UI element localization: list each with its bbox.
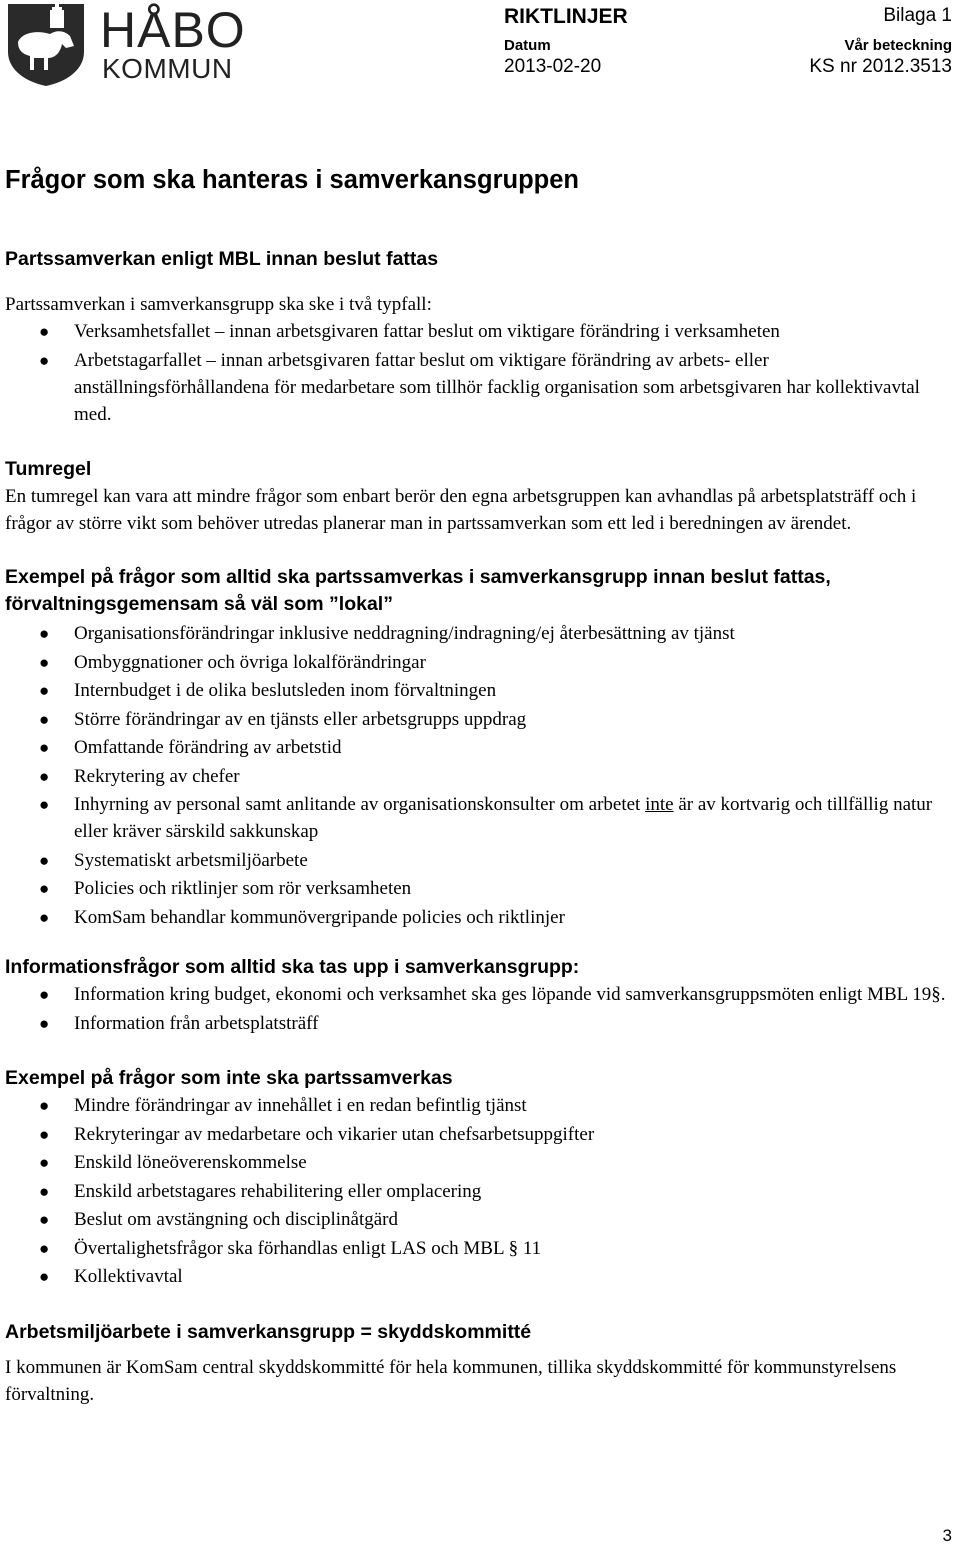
date-label: Datum — [504, 37, 551, 54]
page-title: Frågor som ska hanteras i samverkansgruppen — [5, 166, 579, 194]
section-heading-information: Informationsfrågor som alltid ska tas upp i samverkansgrupp: — [5, 956, 580, 978]
section-heading-exempel-alltid: Exempel på frågor som alltid ska partssamverkas i samverkansgrupp innan beslut fattas, förvaltningsgemensam så väl som ”lokal” — [5, 566, 831, 615]
list-item: ● Arbetstagarfallet – innan arbetsgivaren fattar beslut om viktigare förändring av arbets- eller anställningsförhållandena för medarbetare som tillhör facklig organisation som arbetsgivaren har kollektivavtal med. — [39, 349, 920, 425]
arbetsmiljo-text: I kommunen är KomSam central skyddskommitté för hela kommunen, tillika skyddskommitté för kommunstyrelsens förvaltning. — [5, 1356, 897, 1405]
section-heading-partssamverkan: Partssamverkan enligt MBL innan beslut fattas — [5, 248, 439, 270]
section-heading-arbetsmiljo: Arbetsmiljöarbete i samverkansgrupp = skyddskommitté — [5, 1320, 532, 1343]
date-value: 2013-02-20 — [504, 56, 602, 77]
list-item: ● Information kring budget, ekonomi och verksamhet ska ges löpande vid samverkansgruppsmöten enligt MBL 19§. — [39, 984, 946, 1005]
document-type: RIKTLINJER — [504, 5, 628, 28]
list-item: ● Verksamhetsfallet – innan arbetsgivaren fattar beslut om viktigare förändring i verksamheten — [39, 321, 780, 342]
list-item: ● Rekrytering av chefer — [39, 765, 240, 787]
page-number: 3 — [942, 1526, 952, 1545]
document-body — [5, 164, 955, 1408]
bullet-list-inte — [5, 1092, 955, 1290]
list-item: ● Information från arbetsplatsträff — [39, 1012, 319, 1034]
list-item: ● Kollektivavtal — [39, 1266, 183, 1287]
list-item: ● Rekryteringar av medarbetare och vikarier utan chefsarbetsuppgifter — [39, 1123, 595, 1145]
list-item: ● Ombyggnationer och övriga lokalförändringar — [39, 651, 426, 673]
list-item: ● Enskild löneöverenskommelse — [39, 1152, 307, 1173]
habo-kommun-logo — [4, 2, 246, 88]
logo-subtitle: KOMMUN — [102, 53, 233, 84]
bullet-list-typfall — [5, 318, 955, 428]
list-item: ● Beslut om avstängning och disciplinåtgärd — [39, 1209, 399, 1230]
list-item: ● Övertalighetsfrågor ska förhandlas enligt LAS och MBL § 11 — [39, 1237, 542, 1259]
reference-value: KS nr 2012.3513 — [809, 56, 952, 77]
bullet-list-information — [5, 981, 955, 1037]
list-item: ● Policies och riktlinjer som rör verksamheten — [39, 878, 412, 899]
reference-label: Vår beteckning — [844, 37, 952, 54]
logo-name: HÅBO — [100, 2, 246, 58]
list-item: ● Systematiskt arbetsmiljöarbete — [39, 849, 308, 871]
list-item: ● Organisationsförändringar inklusive neddragning/indragning/ej återbesättning av tjänst — [39, 623, 735, 644]
attachment-label: Bilaga 1 — [883, 5, 952, 26]
tumregel-text: En tumregel kan vara att mindre frågor som enbart berör den egna arbetsgruppen kan avhandlas på arbetsplatsträff och i frågor av större vikt som behöver utredas planerar man in partssamverkan som ett led i beredningen av ärendet. — [5, 486, 917, 534]
list-item: ● Omfattande förändring av arbetstid — [39, 737, 342, 758]
habo-crest-icon — [4, 2, 88, 86]
section-heading-tumregel: Tumregel — [5, 458, 92, 480]
section-intro: Partssamverkan i samverkansgrupp ska ske i två typfall: — [5, 294, 432, 315]
list-item: ● Internbudget i de olika beslutsleden inom förvaltningen — [39, 680, 497, 701]
bullet-list-alltid — [5, 620, 955, 931]
section-heading-exempel-inte: Exempel på frågor som inte ska partssamverkas — [5, 1067, 453, 1089]
list-item: ● Mindre förändringar av innehållet i en redan befintlig tjänst — [39, 1095, 527, 1116]
list-item: ● Större förändringar av en tjänsts eller arbetsgrupps uppdrag — [39, 708, 527, 730]
list-item: ● KomSam behandlar kommunövergripande policies och riktlinjer — [39, 906, 565, 928]
list-item: ● Inhyrning av personal samt anlitande av organisationskonsulter om arbetet inte är av kortvarig och tillfällig natur eller kräver särskild sakkunskap — [39, 794, 933, 842]
list-item: ● Enskild arbetstagares rehabilitering eller omplacering — [39, 1180, 482, 1202]
